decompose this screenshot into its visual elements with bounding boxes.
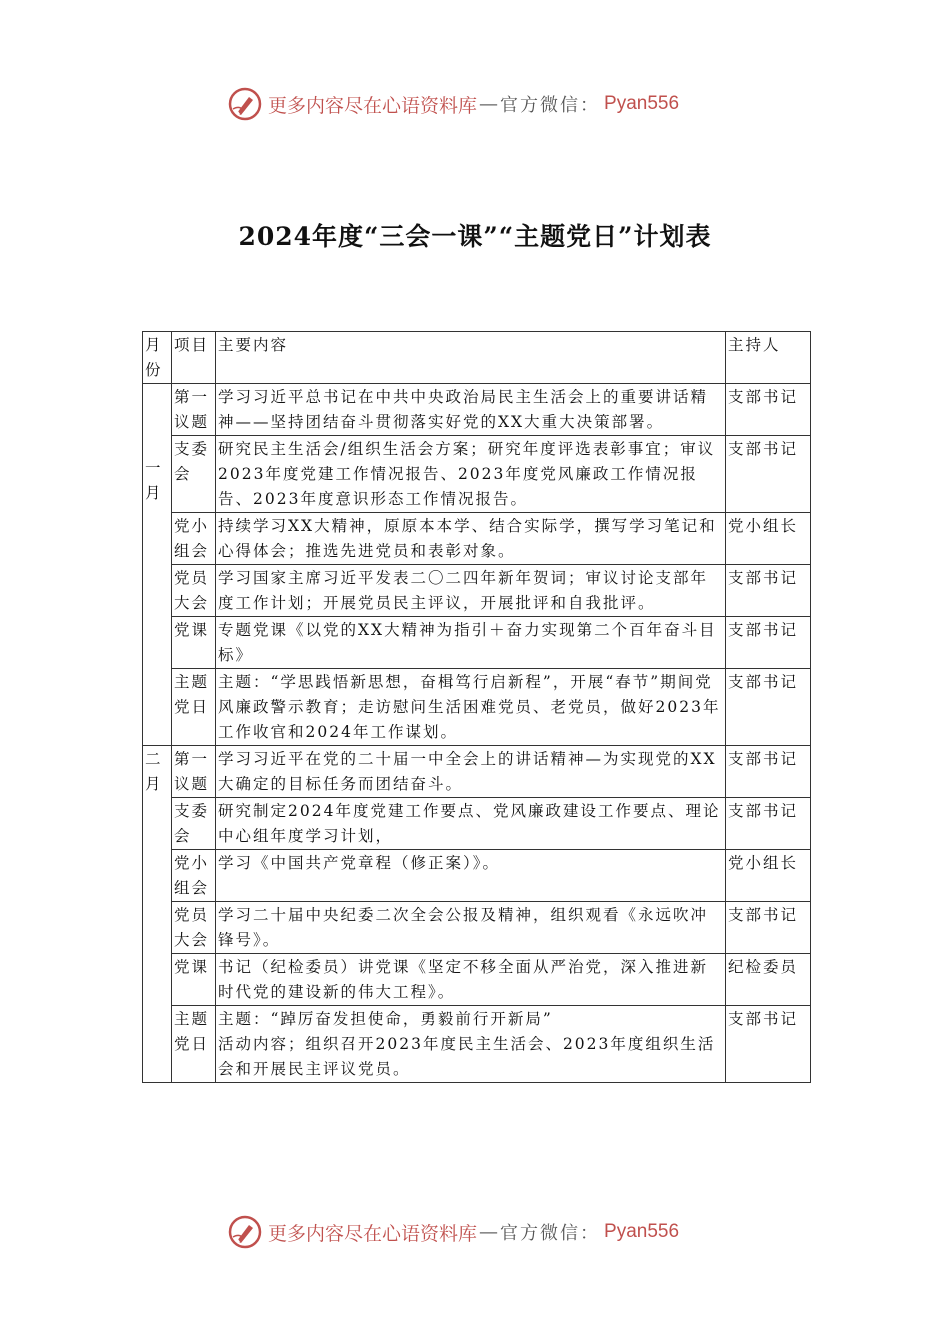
watermark-banner-bottom	[228, 1212, 679, 1252]
table-row	[143, 798, 811, 850]
table-row	[143, 669, 811, 746]
row-content: 书记（纪检委员）讲党课《坚定不移全面从严治党，深入推进新时代党的建设新的伟大工程》。	[216, 954, 726, 1006]
row-content: 学习《中国共产党章程（修正案）》。	[216, 850, 726, 902]
row-content: 学习习近平在党的二十届一中全会上的讲话精神—为实现党的XX大确定的目标任务而团结奋斗。	[216, 746, 726, 798]
row-host: 党小组长	[726, 513, 811, 565]
table-row	[143, 902, 811, 954]
row-host: 支部书记	[726, 436, 811, 513]
header-item: 项目	[172, 332, 216, 384]
row-content-activity: 活动内容；组织召开2023年度民主生活会、2023年度组织生活会和开展民主评议党员。	[218, 1035, 716, 1078]
row-host: 支部书记	[726, 1006, 811, 1083]
row-item: 主题党日	[172, 669, 216, 746]
table-header-row	[143, 332, 811, 384]
row-item: 党员大会	[172, 565, 216, 617]
pen-nib-logo-icon	[228, 87, 262, 121]
row-content: 主题：“学思践悟新思想，奋楫笃行启新程”，开展“春节”期间党风廉政警示教育；走访慰问生活困难党员、老党员，做好2023年工作收官和2024年工作谋划。	[216, 669, 726, 746]
row-host: 纪检委员	[726, 954, 811, 1006]
row-content: 专题党课《以党的XX大精神为指引＋奋力实现第二个百年奋斗目标》	[216, 617, 726, 669]
table-row	[143, 746, 811, 798]
page-title: 2024年度“三会一课”“主题党日”计划表	[238, 221, 712, 251]
row-content: 研究民主生活会/组织生活会方案；研究年度评选表彰事宜；审议2023年度党建工作情况报告、2023年度党风廉政工作情况报告、2023年度意识形态工作情况报告。	[216, 436, 726, 513]
row-item: 支委会	[172, 798, 216, 850]
row-item: 党小组会	[172, 513, 216, 565]
row-content: 学习二十届中央纪委二次全会公报及精神，组织观看《永远吹冲锋号》。	[216, 902, 726, 954]
row-item: 党课	[172, 954, 216, 1006]
table-row	[143, 1006, 811, 1083]
pen-nib-logo-icon	[228, 1215, 262, 1249]
watermark-label: 官方微信：	[500, 1223, 601, 1244]
row-host: 支部书记	[726, 565, 811, 617]
watermark-text: 更多内容尽在心语资料库	[268, 1222, 478, 1245]
plan-table	[142, 331, 811, 1083]
row-host: 支部书记	[726, 746, 811, 798]
row-host: 党小组长	[726, 850, 811, 902]
header-host: 主持人	[726, 332, 811, 384]
watermark-banner-top	[228, 84, 679, 124]
row-host: 支部书记	[726, 798, 811, 850]
table-row	[143, 954, 811, 1006]
row-content: 学习国家主席习近平发表二〇二四年新年贺词；审议讨论支部年度工作计划；开展党员民主评议，开展批评和自我批评。	[216, 565, 726, 617]
row-host: 支部书记	[726, 384, 811, 436]
row-item: 主题党日	[172, 1006, 216, 1083]
table-row	[143, 436, 811, 513]
table-row	[143, 513, 811, 565]
month-cell-january: 一月	[143, 384, 172, 746]
row-host: 支部书记	[726, 669, 811, 746]
watermark-label: 官方微信：	[500, 95, 601, 116]
table-row	[143, 384, 811, 436]
row-item: 党课	[172, 617, 216, 669]
month-cell-february: 二月	[143, 746, 172, 1083]
table-row	[143, 565, 811, 617]
watermark-wechat-id: Pyan556	[604, 93, 680, 114]
row-content: 学习习近平总书记在中共中央政治局民主生活会上的重要讲话精神——坚持团结奋斗贯彻落实好党的XX大重大决策部署。	[216, 384, 726, 436]
header-content: 主要内容	[216, 332, 726, 384]
row-item: 第一议题	[172, 384, 216, 436]
row-item: 第一议题	[172, 746, 216, 798]
row-item: 党员大会	[172, 902, 216, 954]
row-content-theme: 主题：“踔厉奋发担使命，勇毅前行开新局”	[218, 1010, 553, 1028]
row-host: 支部书记	[726, 902, 811, 954]
row-item: 支委会	[172, 436, 216, 513]
watermark-separator: —	[479, 1221, 499, 1243]
watermark-wechat-id: Pyan556	[604, 1221, 680, 1242]
row-host: 支部书记	[726, 617, 811, 669]
row-content: 持续学习XX大精神，原原本本学、结合实际学，撰写学习笔记和心得体会；推选先进党员和表彰对象。	[216, 513, 726, 565]
row-item: 党小组会	[172, 850, 216, 902]
row-content	[216, 1006, 726, 1083]
row-content: 研究制定2024年度党建工作要点、党风廉政建设工作要点、理论中心组年度学习计划，	[216, 798, 726, 850]
watermark-separator: —	[479, 93, 499, 115]
header-month: 月份	[143, 332, 172, 384]
table-row	[143, 617, 811, 669]
watermark-text: 更多内容尽在心语资料库	[268, 94, 478, 117]
table-row	[143, 850, 811, 902]
